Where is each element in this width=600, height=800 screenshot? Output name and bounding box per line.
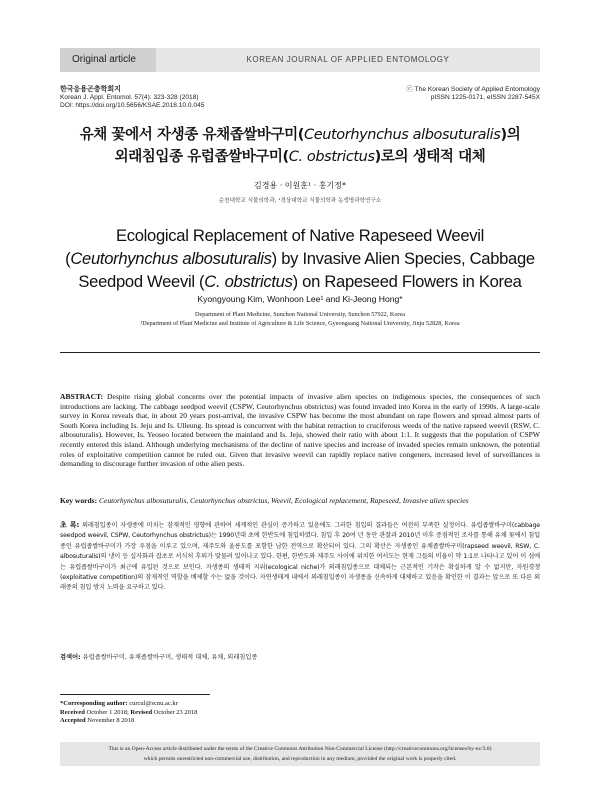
title-korean <box>60 124 540 168</box>
keywords-text: Ceutorhynchus albosuturalis, Ceutorhynchus obstrictus, Weevil, Ecological replacement, Rapeseed, Invasive alien species <box>99 496 469 505</box>
received-date: October 1 2018; <box>86 708 129 716</box>
title-kr-part: )로의 생태적 대체 <box>374 149 486 165</box>
title-en-species: C. obstrictus <box>204 272 293 291</box>
title-kr-part: )의 <box>500 127 521 143</box>
footnote-divider <box>60 694 210 695</box>
keywords-kr-text: 유럽좁쌀바구미, 유채좁쌀바구미, 생태적 대체, 유채, 외래침입종 <box>82 654 258 661</box>
journal-abbr: Korean J. Appl. Entomol. 57(4): 323-328 (2018) <box>60 94 199 102</box>
received-line <box>60 709 540 718</box>
article-type: Original article <box>60 48 156 72</box>
title-kr-species: Ceutorhynchus albosuturalis <box>303 127 501 143</box>
title-en-species: Ceutorhynchus albosuturalis <box>70 249 272 268</box>
abstract-korean <box>60 520 540 594</box>
keywords-kr-label: 검색어: <box>60 654 81 661</box>
journal-kr: 한국응용곤충학회지 <box>60 86 121 93</box>
authors-english: Kyongyoung Kim, Wonhoon Lee¹ and Ki-Jeong Hong* <box>197 294 403 304</box>
affiliation-line: Department of Plant Medicine, Sunchon National University, Sunchon 57922, Korea <box>195 311 405 318</box>
title-en-part: ) by Invasive Alien Species, Cabbage Seedpod Weevil ( <box>78 249 535 291</box>
copyright-text: ⓒ The Korean Society of Applied Entomology <box>406 86 540 93</box>
title-kr-part: 외래침입종 유럽좁쌀바구미( <box>114 149 289 165</box>
keywords-english <box>60 496 540 506</box>
abstract-kr-label: 초 록: <box>60 521 80 529</box>
abstract-kr-text: 외래침입종이 자생종에 미치는 잠재적인 영향에 관하여 세계적인 관심이 증가하고 있음에도 그러한 침입의 결과들은 여전히 부족한 실정이다. 유럽좁쌀바구미(cabbage seedpod weevil, CSPW, Ceutorhynchus obstrictus)는 1990년대 초에 한반도에 침입하였다. 침입 후 20여 년 동안 관찰과 2010년 이후 증점적인 조사를 통해 유채 꽃에서 침입종인 유럽좁쌀바구미가 가장 우점을 이루고 있으며, 제주도와 울릉도를 포함한 남한 전역으로 확산되어 있다. 그의 확산은 자생종인 유채좁쌀바구미(rapseed weevil, RSW, C. albosuturalis)의 냉이 등 십자화과 잡초로 서식처 후퇴가 맞물려 있어나고 있다. 한편, 한반도와 제주도 사이에 위치한 여서도는 현재 그들의 비율이 약 1:1로 나타나고 있어 이 섬에는 유럽좁쌀바구미가 최근에 유입된 것으로 보인다. 자생종의 생태적 지위(ecological niche)가 외래침입종으로 대체되는 근본적인 기작은 확실하게 알 수 없지만, 자원경쟁(exploitative competition)의 잠재적인 역할을 배제할 수는 없을 것이다. 자연생태계 내에서 외래침입종이 자생종을 신속하게 대체하고 있음을 확인한 이 결과는 앞으로 또 다른 외래종의 침입 방지 노력을 요구하고 있다. <box>60 522 540 592</box>
title-english <box>60 224 540 293</box>
accepted-date: November 8 2018 <box>87 717 135 725</box>
footnotes <box>60 700 540 726</box>
accepted-label: Accepted <box>60 717 86 725</box>
authors-korean: 김경용 · 이원훈¹ · 홍기정* <box>253 181 347 190</box>
revised-date: October 23 2018 <box>153 708 198 716</box>
divider <box>60 352 540 353</box>
abstract-english <box>60 392 540 469</box>
journal-name: KOREAN JOURNAL OF APPLIED ENTOMOLOGY <box>246 55 450 64</box>
copyright-block <box>406 86 540 102</box>
affiliation-korean: 순천대학교 식물의학과, ¹경상대학교 식물의학과 농생명과학연구소 <box>218 198 382 204</box>
license-line: This is an Open-Access article distributed under the terms of the Creative Commons Attribution Non-Commercial License (http://creativecommons.org/licenses/by-nc/3.0) <box>108 746 492 752</box>
header-bar <box>60 48 540 72</box>
corresponding-author <box>60 700 540 709</box>
corr-label: *Corresponding author: <box>60 700 128 707</box>
abstract-text: Despite rising global concerns over the potential impacts of invasive alien species on indigenous species, the consequences of such introductions are lacking. The cabbage seedpod weevil (CSPW, Ceutorhynchus obstrictus) was found invaded into Korea in the early of 1990s. A large-scale survey in Korea reveals that, in about 20 years post-arrival, the invasive CSPW has become the most abundant on rape flowers and spread almost parts of South Korea including Is. Jeju and Is. Ulleung. Its spread is concurrent with the habitat retraction to cruciferous weeds of the native rapseed weevil (RSW, C. albosuturalis). However, Is. Yeoseo located between the mainland and Is. Jeju, showed their ratio with about 1:1. It suggests that the population of CSPW recently entered this island. Although underlying mechanisms of the decline of native species and increase of invaded species remain unknown, the potential roles of exploitative competition cannot be ruled out. Given that invasive weevil can rapidly replace native congeners, increased level of surveillances is demanding to discourage further invasion of othe alien pests. <box>60 392 540 469</box>
corr-email[interactable]: curcul@scnu.ac.kr <box>129 700 178 707</box>
doi-link[interactable]: DOI: https://doi.org/10.5656/KSAE.2018.10.0.045 <box>60 102 205 110</box>
title-kr-species: C. obstrictus <box>288 149 375 165</box>
abstract-label: ABSTRACT: <box>60 392 104 401</box>
affiliation-english <box>60 310 540 329</box>
revised-label: Revised <box>130 708 153 716</box>
title-en-part: Ecological Replacement of Native Rapeseed Weevil ( <box>65 226 485 268</box>
title-en-part: ) on Rapeseed Flowers in Korea <box>292 272 522 291</box>
affiliation-line: ¹Department of Plant Medicine and Institute of Agriculture & Life Science, Gyeongsang National University, Jinju 52828, Korea <box>140 320 460 328</box>
received-label: Received <box>60 708 85 716</box>
license-box <box>60 742 540 766</box>
keywords-korean <box>60 652 540 661</box>
title-kr-part: 유채 꽃에서 자생종 유채좁쌀바구미( <box>79 127 304 143</box>
citation-block <box>60 86 204 111</box>
license-line: which permits unrestricted non-commercial use, distribution, and reproduction in any medium, provided the original work is properly cited. <box>143 755 457 762</box>
keywords-label: Key words: <box>60 496 98 505</box>
accepted-line <box>60 717 540 726</box>
issn-text: pISSN 1225-0171, eISSN 2287-545X <box>430 94 540 102</box>
